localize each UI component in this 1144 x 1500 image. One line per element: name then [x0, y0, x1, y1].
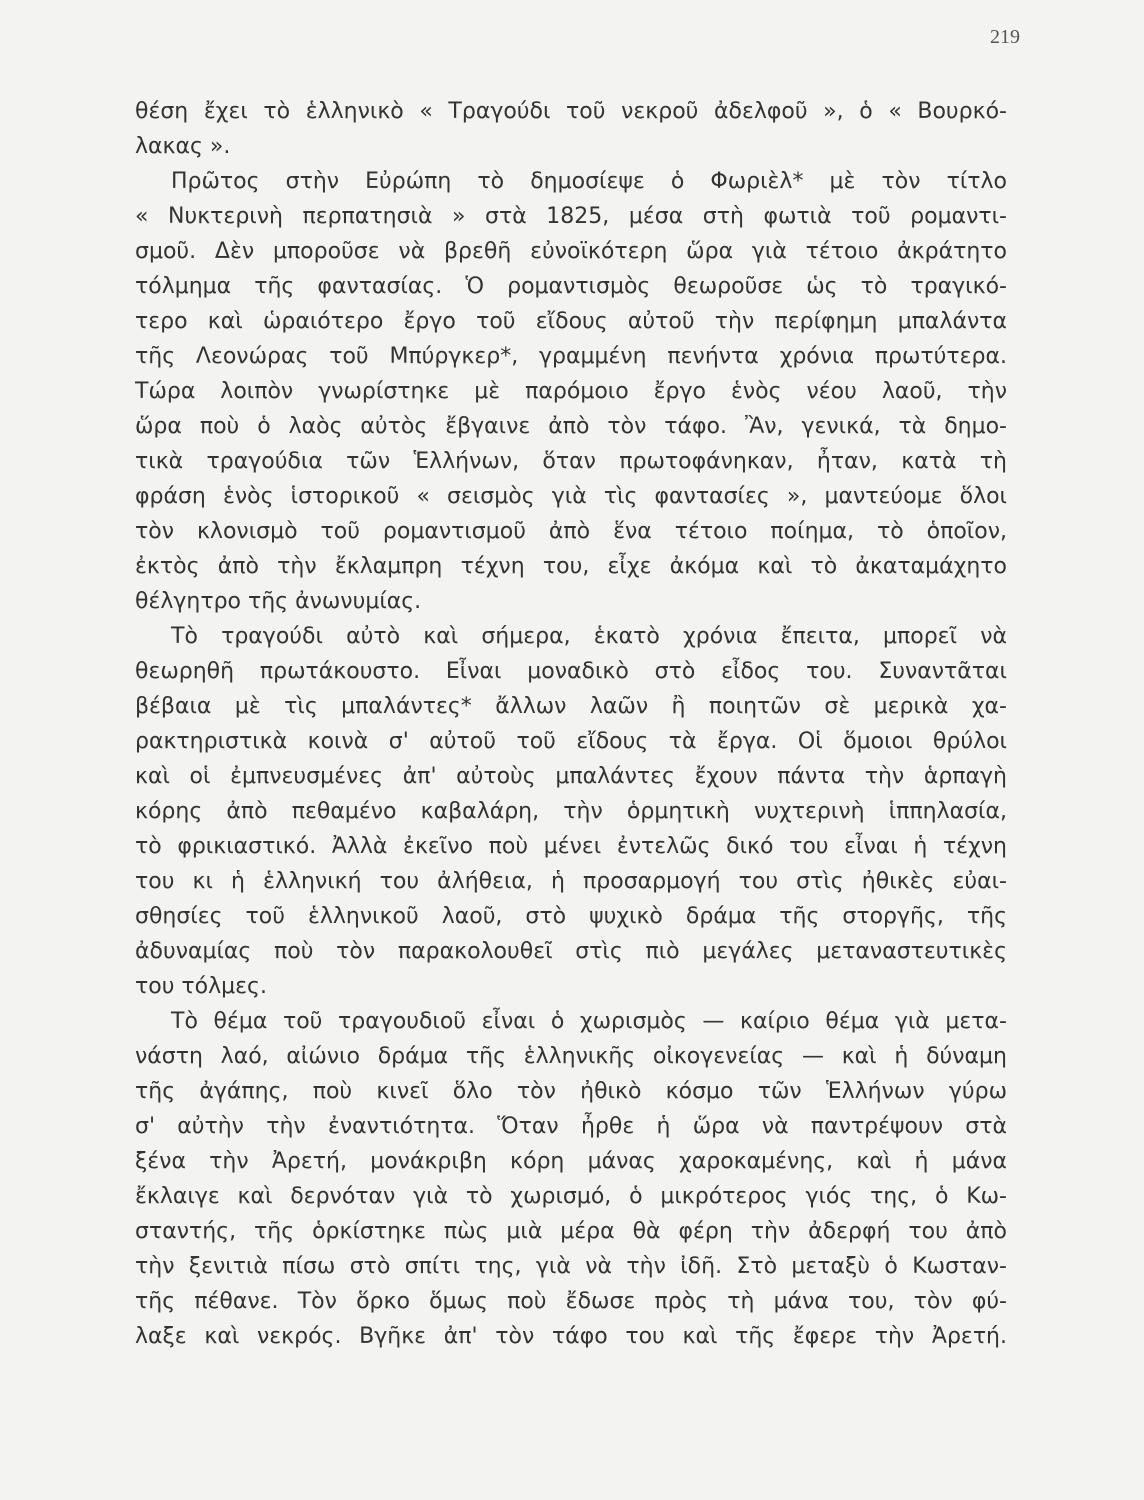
- text-line: ἐκτὸς ἀπὸ τὴν ἔκλαμπρη τέχνη του, εἶχε ἀκόμα καὶ τὸ ἀκαταμάχητο: [135, 554, 1007, 579]
- text-line: θέση ἔχει τὸ ἑλληνικὸ « Τραγούδι τοῦ νεκροῦ ἀδελφοῦ », ὁ « Βουρκό-: [135, 99, 1007, 124]
- text-line: λακας ».: [135, 134, 231, 159]
- text-line: τῆς Λεονώρας τοῦ Μπύργκερ*, γραμμένη πενήντα χρόνια πρωτύτερα.: [135, 344, 1007, 369]
- text-line: λαξε καὶ νεκρός. Βγῆκε ἀπ' τὸν τάφο του καὶ τῆς ἔφερε τὴν Ἀρετή.: [135, 1324, 1007, 1349]
- text-line: « Νυκτερινὴ περπατησιὰ » στὰ 1825, μέσα στὴ φωτιὰ τοῦ ρομαντι-: [135, 204, 1007, 229]
- text-line: τικὰ τραγούδια τῶν Ἑλλήνων, ὅταν πρωτοφάνηκαν, ἦταν, κατὰ τὴ: [135, 449, 1007, 474]
- text-line: τερο καὶ ὡραιότερο ἔργο τοῦ εἴδους αὐτοῦ τὴν περίφημη μπαλάντα: [135, 309, 1007, 334]
- text-line: τῆς πέθανε. Τὸν ὅρκο ὅμως ποὺ ἔδωσε πρὸς τὴ μάνα του, τὸν φύ-: [135, 1289, 1007, 1314]
- text-line: ἔκλαιγε καὶ δερνόταν γιὰ τὸ χωρισμό, ὁ μικρότερος γιός της, ὁ Κω-: [135, 1184, 1007, 1209]
- text-line: του κι ἡ ἑλληνική του ἀλήθεια, ἡ προσαρμογή του στὶς ἠθικὲς εὐαι-: [135, 869, 1007, 894]
- text-line: τὴν ξενιτιὰ πίσω στὸ σπίτι της, γιὰ νὰ τὴν ἰδῆ. Στὸ μεταξὺ ὁ Κωσταν-: [135, 1254, 1007, 1279]
- text-line: του τόλμες.: [135, 974, 267, 999]
- text-line: τὸ φρικιαστικό. Ἀλλὰ ἐκεῖνο ποὺ μένει ἐντελῶς δικό του εἶναι ἡ τέχνη: [135, 834, 1007, 859]
- text-line: τόλμημα τῆς φαντασίας. Ὁ ρομαντισμὸς θεωροῦσε ὡς τὸ τραγικό-: [135, 274, 1007, 299]
- text-line: Τὸ θέμα τοῦ τραγουδιοῦ εἶναι ὁ χωρισμὸς — καίριο θέμα γιὰ μετα-: [171, 1009, 1007, 1034]
- text-line: σ' αὐτὴν τὴν ἐναντιότητα. Ὅταν ἦρθε ἡ ὥρα νὰ παντρέψουν στὰ: [135, 1114, 1007, 1139]
- text-line: νάστη λαό, αἰώνιο δράμα τῆς ἑλληνικῆς οἰκογενείας — καὶ ἡ δύναμη: [135, 1044, 1007, 1069]
- text-line: κόρης ἀπὸ πεθαμένο καβαλάρη, τὴν ὁρμητικὴ νυχτερινὴ ἱππηλασία,: [135, 799, 1007, 824]
- text-line: βέβαια μὲ τὶς μπαλάντες* ἄλλων λαῶν ἢ ποιητῶν σὲ μερικὰ χα-: [135, 694, 1007, 719]
- text-line: τῆς ἀγάπης, ποὺ κινεῖ ὅλο τὸν ἠθικὸ κόσμο τῶν Ἑλλήνων γύρω: [135, 1079, 1007, 1104]
- text-line: ἀδυναμίας ποὺ τὸν παρακολουθεῖ στὶς πιὸ μεγάλες μεταναστευτικὲς: [135, 939, 1007, 964]
- text-line: φράση ἑνὸς ἱστορικοῦ « σεισμὸς γιὰ τὶς φαντασίες », μαντεύομε ὅλοι: [135, 484, 1007, 509]
- text-line: ὥρα ποὺ ὁ λαὸς αὐτὸς ἔβγαινε ἀπὸ τὸν τάφο. Ἂν, γενικά, τὰ δημο-: [135, 414, 1007, 439]
- text-line: σταντής, τῆς ὁρκίστηκε πὼς μιὰ μέρα θὰ φέρη τὴν ἀδερφή του ἀπὸ: [135, 1219, 1007, 1244]
- text-line: τὸν κλονισμὸ τοῦ ρομαντισμοῦ ἀπὸ ἕνα τέτοιο ποίημα, τὸ ὁποῖον,: [135, 519, 1007, 544]
- text-line: θέλγητρο τῆς ἀνωνυμίας.: [135, 589, 422, 614]
- text-line: Τὸ τραγούδι αὐτὸ καὶ σήμερα, ἑκατὸ χρόνια ἔπειτα, μπορεῖ νὰ: [171, 624, 1007, 649]
- page-number: 219: [990, 26, 1020, 48]
- text-line: σμοῦ. Δὲν μποροῦσε νὰ βρεθῆ εὐνοϊκότερη ὥρα γιὰ τέτοιο ἀκράτητο: [135, 239, 1007, 264]
- text-line: ρακτηριστικὰ κοινὰ σ' αὐτοῦ τοῦ εἴδους τὰ ἔργα. Οἱ ὅμοιοι θρύλοι: [135, 729, 1007, 754]
- text-line: Πρῶτος στὴν Εὐρώπη τὸ δημοσίεψε ὁ Φωριὲλ* μὲ τὸν τίτλο: [171, 169, 1007, 194]
- text-line: θεωρηθῆ πρωτάκουστο. Εἶναι μοναδικὸ στὸ εἶδος του. Συναντᾶται: [135, 659, 1007, 684]
- text-line: καὶ οἱ ἐμπνευσμένες ἀπ' αὐτοὺς μπαλάντες ἔχουν πάντα τὴν ἁρπαγὴ: [135, 764, 1007, 789]
- text-line: σθησίες τοῦ ἑλληνικοῦ λαοῦ, στὸ ψυχικὸ δράμα τῆς στοργῆς, τῆς: [135, 904, 1007, 929]
- text-line: Τώρα λοιπὸν γνωρίστηκε μὲ παρόμοιο ἔργο ἑνὸς νέου λαοῦ, τὴν: [135, 379, 1007, 404]
- body-text: [135, 94, 1007, 1354]
- text-line: ξένα τὴν Ἀρετή, μονάκριβη κόρη μάνας χαροκαμένης, καὶ ἡ μάνα: [135, 1149, 1007, 1174]
